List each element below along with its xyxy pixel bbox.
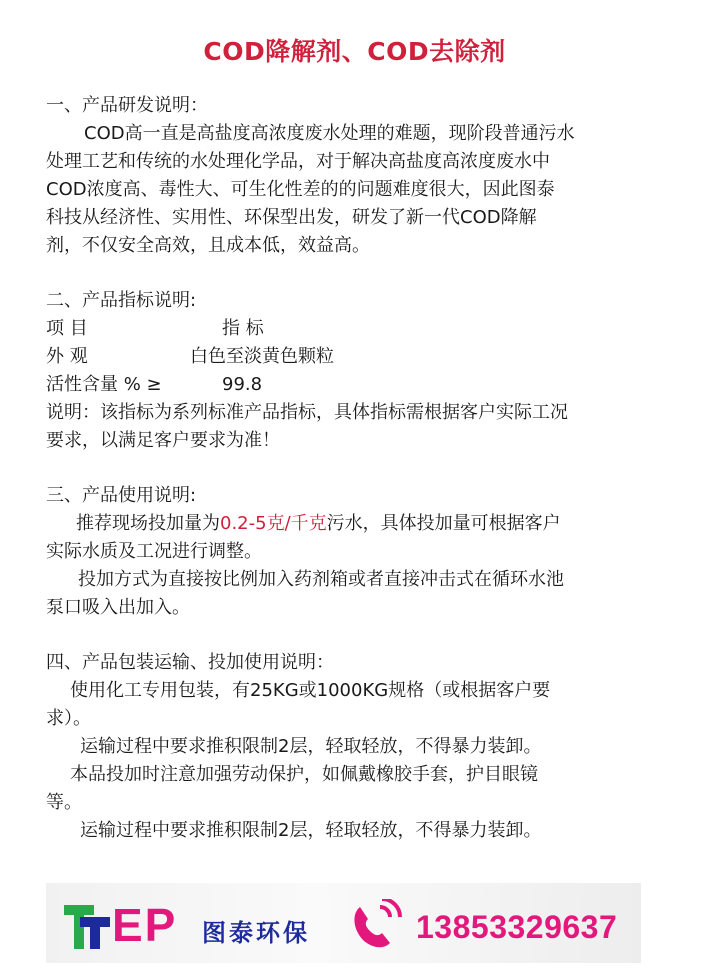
paragraph-line: COD浓度高、毒性大、可生化性差的的问题难度很大，因此图泰 [46,179,555,200]
spec-row [46,343,666,371]
section-heading: 二、产品指标说明: [46,290,197,311]
spec-value: 白色至淡黄色颗粒 [190,346,334,367]
spec-row [46,315,666,343]
paragraph-line: 投加方式为直接按比例加入药剂箱或者直接冲击式在循环水池 [78,569,564,590]
dose-value: 0.2-5克/千克 [220,513,327,534]
spec-key: 活性含量 % ≥ [46,374,162,395]
paragraph-line: 运输过程中要求推积限制2层，轻取轻放，不得暴力装卸。 [80,736,542,757]
paragraph-line: 本品投加时注意加强劳动保护，如佩戴橡胶手套，护目眼镜 [70,764,538,785]
phone-icon [346,899,404,951]
section-heading: 一、产品研发说明： [46,95,208,116]
dose-post: 污水，具体投加量可根据客户 [326,513,561,534]
logo-letters: EP [112,899,178,951]
paragraph-line: 处理工艺和传统的水处理化学品，对于解决高盐度高浓度废水中 [46,151,550,172]
dose-pre: 推荐现场投加量为 [76,513,220,534]
paragraph-line: 使用化工专用包装，有25KG或1000KG规格（或根据客户要 [70,680,551,701]
paragraph-line: 求）。 [46,708,91,729]
spec-row [46,371,666,399]
paragraph-line: 泵口吸入出加入。 [46,597,190,618]
company-name: 图泰环保 [202,919,310,947]
paragraph-line: 剂，不仅安全高效，且成本低，效益高。 [46,235,370,256]
paragraph-line: COD高一直是高盐度高浓度废水处理的难题，现阶段普通污水 [84,123,575,144]
phone-number: 13853329637 [416,909,618,945]
contact-banner [46,883,641,963]
paragraph-line: 运输过程中要求推积限制2层，轻取轻放，不得暴力装卸。 [80,820,542,841]
section-heading: 三、产品使用说明: [46,485,197,506]
spec-key: 外 观 [46,346,88,367]
section-heading: 四、产品包装运输、投加使用说明： [46,652,334,673]
paragraph-line: 实际水质及工况进行调整。 [46,541,262,562]
note-line: 说明：该指标为系列标准产品指标，具体指标需根据客户实际工况 [46,402,568,423]
dose-line [46,510,666,538]
note-line: 要求，以满足客户要求为准！ [46,430,280,451]
paragraph-line: 科技从经济性、实用性、环保型出发，研发了新一代COD降解 [46,207,537,228]
tt-logo-icon [64,905,110,949]
page-title: COD降解剂、COD去除剂 [203,37,506,66]
paragraph-line: 等。 [46,792,82,813]
spec-key: 项 目 [46,318,88,339]
spec-value: 99.8 [222,374,263,395]
spec-value: 指 标 [222,318,264,339]
document-body [46,92,666,845]
